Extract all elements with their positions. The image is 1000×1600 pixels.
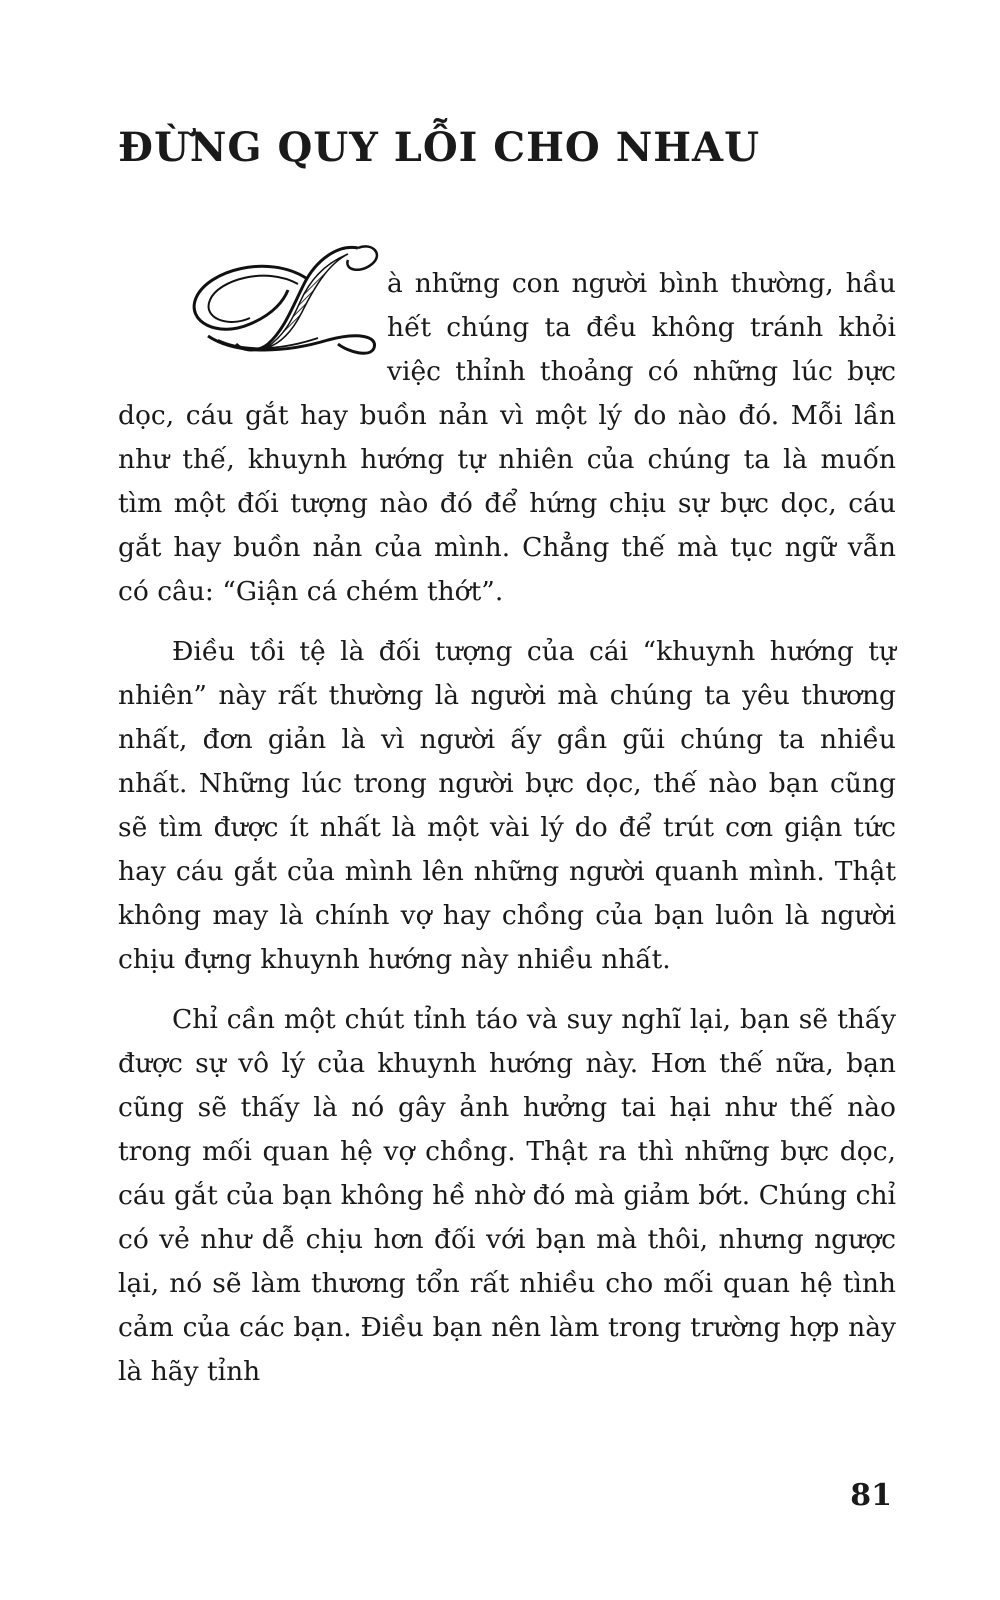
paragraph-1-text: à những con người bình thường, hầu hết chúng ta đều không tránh khỏi việc thỉnh thoảng có những lúc bực dọc, cáu gắt hay buồn nản vì một lý do nào đó. Mỗi lần như thế, khuynh hướng tự nhiên của chúng ta là muốn tìm một đối tượng nào đó để hứng chịu sự bực dọc, cáu gắt hay buồn nản của mình. Chẳng thế mà tục ngữ vẫn có câu: “Giận cá chém thớt”. <box>118 268 896 607</box>
chapter-title: ĐỪNG QUY LỖI CHO NHAU <box>118 124 760 171</box>
page-number: 81 <box>850 1478 892 1513</box>
paragraph-3: Chỉ cần một chút tỉnh táo và suy nghĩ lại, bạn sẽ thấy được sự vô lý của khuynh hướng này. Hơn thế nữa, bạn cũng sẽ thấy là nó gây ảnh hưởng tai hại như thế nào trong mối quan hệ vợ chồng. Thật ra thì những bực dọc, cáu gắt của bạn không hề nhờ đó mà giảm bớt. Chúng chỉ có vẻ như dễ chịu hơn đối với bạn mà thôi, nhưng ngược lại, nó sẽ làm thương tổn rất nhiều cho mối quan hệ tình cảm của các bạn. Điều bạn nên làm trong trường hợp này là hãy tỉnh <box>118 1004 896 1387</box>
ornamental-dropcap-icon <box>118 262 383 362</box>
paragraph-2: Điều tồi tệ là đối tượng của cái “khuynh hướng tự nhiên” này rất thường là người mà chúng ta yêu thương nhất, đơn giản là vì người ấy gần gũi chúng ta nhiều nhất. Những lúc trong người bực dọc, thế nào bạn cũng sẽ tìm được ít nhất là một vài lý do để trút cơn giận tức hay cáu gắt của mình lên những người quanh mình. Thật không may là chính vợ hay chồng của bạn luôn là người chịu đựng khuynh hướng này nhiều nhất. <box>118 636 896 975</box>
paragraph-1 <box>118 262 896 614</box>
chapter-body <box>118 262 896 1410</box>
